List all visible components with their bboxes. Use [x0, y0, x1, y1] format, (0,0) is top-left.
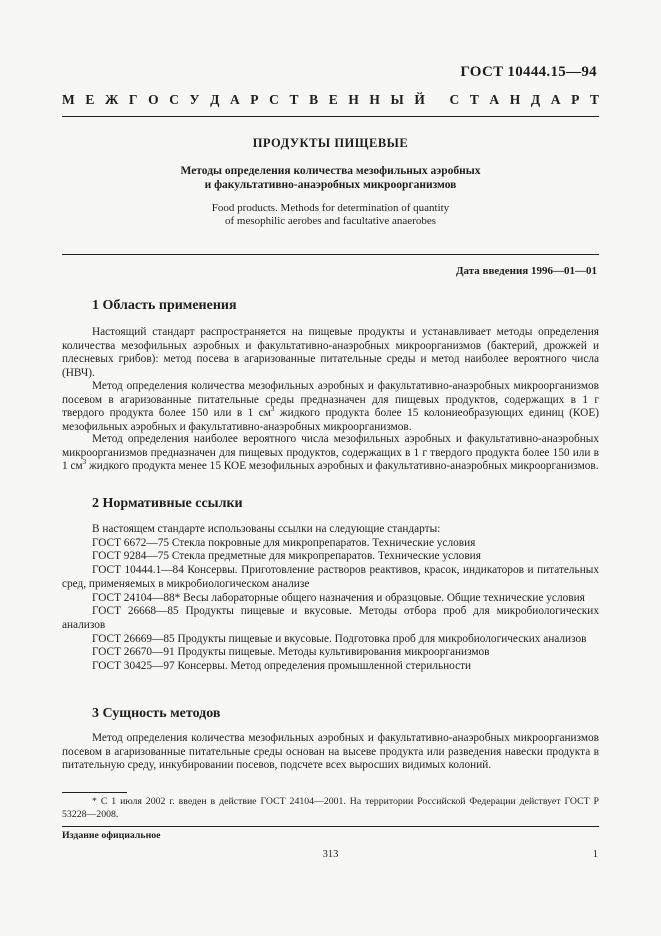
document-subtitle	[0, 164, 661, 192]
middle-rule	[62, 254, 599, 255]
reference-item: ГОСТ 9284—75 Стекла предметные для микропрепаратов. Технические условия	[92, 550, 481, 563]
banner-letter: Т	[469, 92, 479, 107]
banner-letter: Д	[530, 92, 541, 107]
p2-superscript: 3	[270, 405, 275, 414]
banner-letter: Р	[571, 92, 580, 107]
section-1-paragraph-3	[62, 433, 599, 474]
reference-item: ГОСТ 10444.1—84 Консервы. Приготовление растворов реактивов, красок, индикаторов и питательных сред, применяемых в микробиологическом анализе	[62, 564, 599, 590]
banner-letter: Д	[210, 92, 220, 107]
reference-item: ГОСТ 6672—75 Стекла покровные для микропрепаратов. Технические условия	[92, 536, 476, 549]
bottom-rule	[62, 826, 599, 827]
footnote: * С 1 июля 2002 г. введен в действие ГОСТ 24104—2001. На территории Российской Федерации действует ГОСТ Р 53228—2008.	[62, 796, 599, 820]
banner-letter: М	[62, 92, 75, 107]
banner-letter: С	[269, 92, 279, 107]
reference-item: ГОСТ 24104—88* Весы лабораторные общего назначения и образцовые. Общие технические условия	[92, 591, 585, 604]
banner-letter: О	[148, 92, 159, 107]
banner-gap	[436, 92, 439, 108]
reference-item: ГОСТ 26668—85 Продукты пищевые и вкусовые. Методы отбора проб для микробиологических анализов	[62, 605, 599, 631]
p2-text-b: жидкого продукта более 15 колониеобразующих единиц (КОЕ) мезофильных аэробных и факультативно-анаэробных микроорганизмов.	[62, 407, 599, 434]
banner-letter: Е	[85, 92, 95, 107]
english-title-line-1: Food products. Methods for determination of quantity	[211, 202, 450, 214]
p3-text-a: Метод определения наиболее вероятного числа мезофильных аэробных и факультативно-анаэробных микроорганизмов предназначен для пищевых продуктов, содержащих в 1 г твердого продукта более 150 или в 1 см	[62, 433, 599, 473]
section-1-heading: 1 Область применения	[92, 298, 237, 313]
section-1-paragraph-1: Настоящий стандарт распространяется на пищевые продукты и устанавливает методы определения количества мезофильных аэробных и факультативно-анаэробных микроорганизмов (бактерий, дрожжей и плесневых грибов): метод посева в агаризованные питательные среды и метод наиболее вероятного числа (НВЧ).	[62, 326, 599, 380]
banner-letter: А	[550, 92, 561, 107]
edition-label: Издание официальное	[62, 830, 161, 841]
banner-letter: Е	[328, 92, 338, 107]
reference-item: ГОСТ 26669—85 Продукты пищевые и вкусовые. Подготовка проб для микробиологических анализов	[92, 632, 587, 645]
sheet-number: 1	[592, 849, 598, 860]
banner-letter: С	[449, 92, 460, 107]
interstate-standard-banner	[62, 92, 599, 108]
p3-text-b: жидкого продукта менее 15 КОЕ мезофильных аэробных и факультативно-анаэробных микроорганизмов.	[86, 460, 599, 473]
footnote-rule	[62, 792, 127, 793]
banner-letter: Г	[128, 92, 138, 107]
normative-references-list	[62, 523, 599, 674]
banner-letter: Т	[289, 92, 299, 107]
banner-letter: Ы	[390, 92, 404, 107]
banner-letter: Р	[250, 92, 259, 107]
gost-code: ГОСТ 10444.15—94	[460, 64, 597, 80]
banner-letter: Н	[348, 92, 359, 107]
reference-item: ГОСТ 26670—91 Продукты пищевые. Методы культивирования микроорганизмов	[92, 646, 490, 659]
banner-letter: А	[489, 92, 500, 107]
p2-text-a: Метод определения количества мезофильных аэробных и факультативно-анаэробных микроорганизмов посевом в агаризованные питательные среды предназначен для пищевых продуктов, содержащих в 1 г твердого продукта более 150 или в 1 см	[62, 380, 599, 420]
english-title	[0, 202, 661, 228]
section-2-heading: 2 Нормативные ссылки	[92, 496, 243, 511]
banner-letter: У	[189, 92, 200, 107]
references-intro: В настоящем стандарте использованы ссылки на следующие стандарты:	[92, 523, 441, 535]
p3-superscript: 3	[82, 458, 87, 467]
subtitle-line-1: Методы определения количества мезофильных аэробных	[180, 165, 481, 177]
top-rule	[62, 116, 599, 117]
reference-item: ГОСТ 30425—97 Консервы. Метод определения промышленной стерильности	[92, 660, 472, 673]
subtitle-line-2: и факультативно-анаэробных микроорганизмов	[204, 179, 457, 191]
banner-letter: В	[309, 92, 319, 107]
banner-letter: С	[169, 92, 179, 107]
page-number: 313	[322, 849, 339, 860]
document-title: ПРОДУКТЫ ПИЩЕВЫЕ	[252, 136, 409, 150]
banner-letter: Й	[414, 92, 425, 107]
banner-letter: Ж	[104, 92, 119, 107]
banner-letter: Т	[589, 92, 599, 107]
banner-letter: Н	[369, 92, 380, 107]
banner-letter: Н	[509, 92, 521, 107]
section-3-paragraph-1: Метод определения количества мезофильных аэробных и факультативно-анаэробных микроорганизмов посевом в агаризованные питательные среды основан на высеве продукта или разведения навески продукта в питательную среду, инкубировании посевов, подсчете всех выросших видимых колоний.	[62, 732, 599, 772]
section-1-paragraph-2	[62, 380, 599, 435]
introduction-date: Дата введения 1996—01—01	[455, 265, 597, 277]
banner-letter: А	[229, 92, 240, 107]
english-title-line-2: of mesophilic aerobes and facultative anaerobes	[224, 215, 437, 227]
section-3-heading: 3 Сущность методов	[92, 706, 221, 721]
